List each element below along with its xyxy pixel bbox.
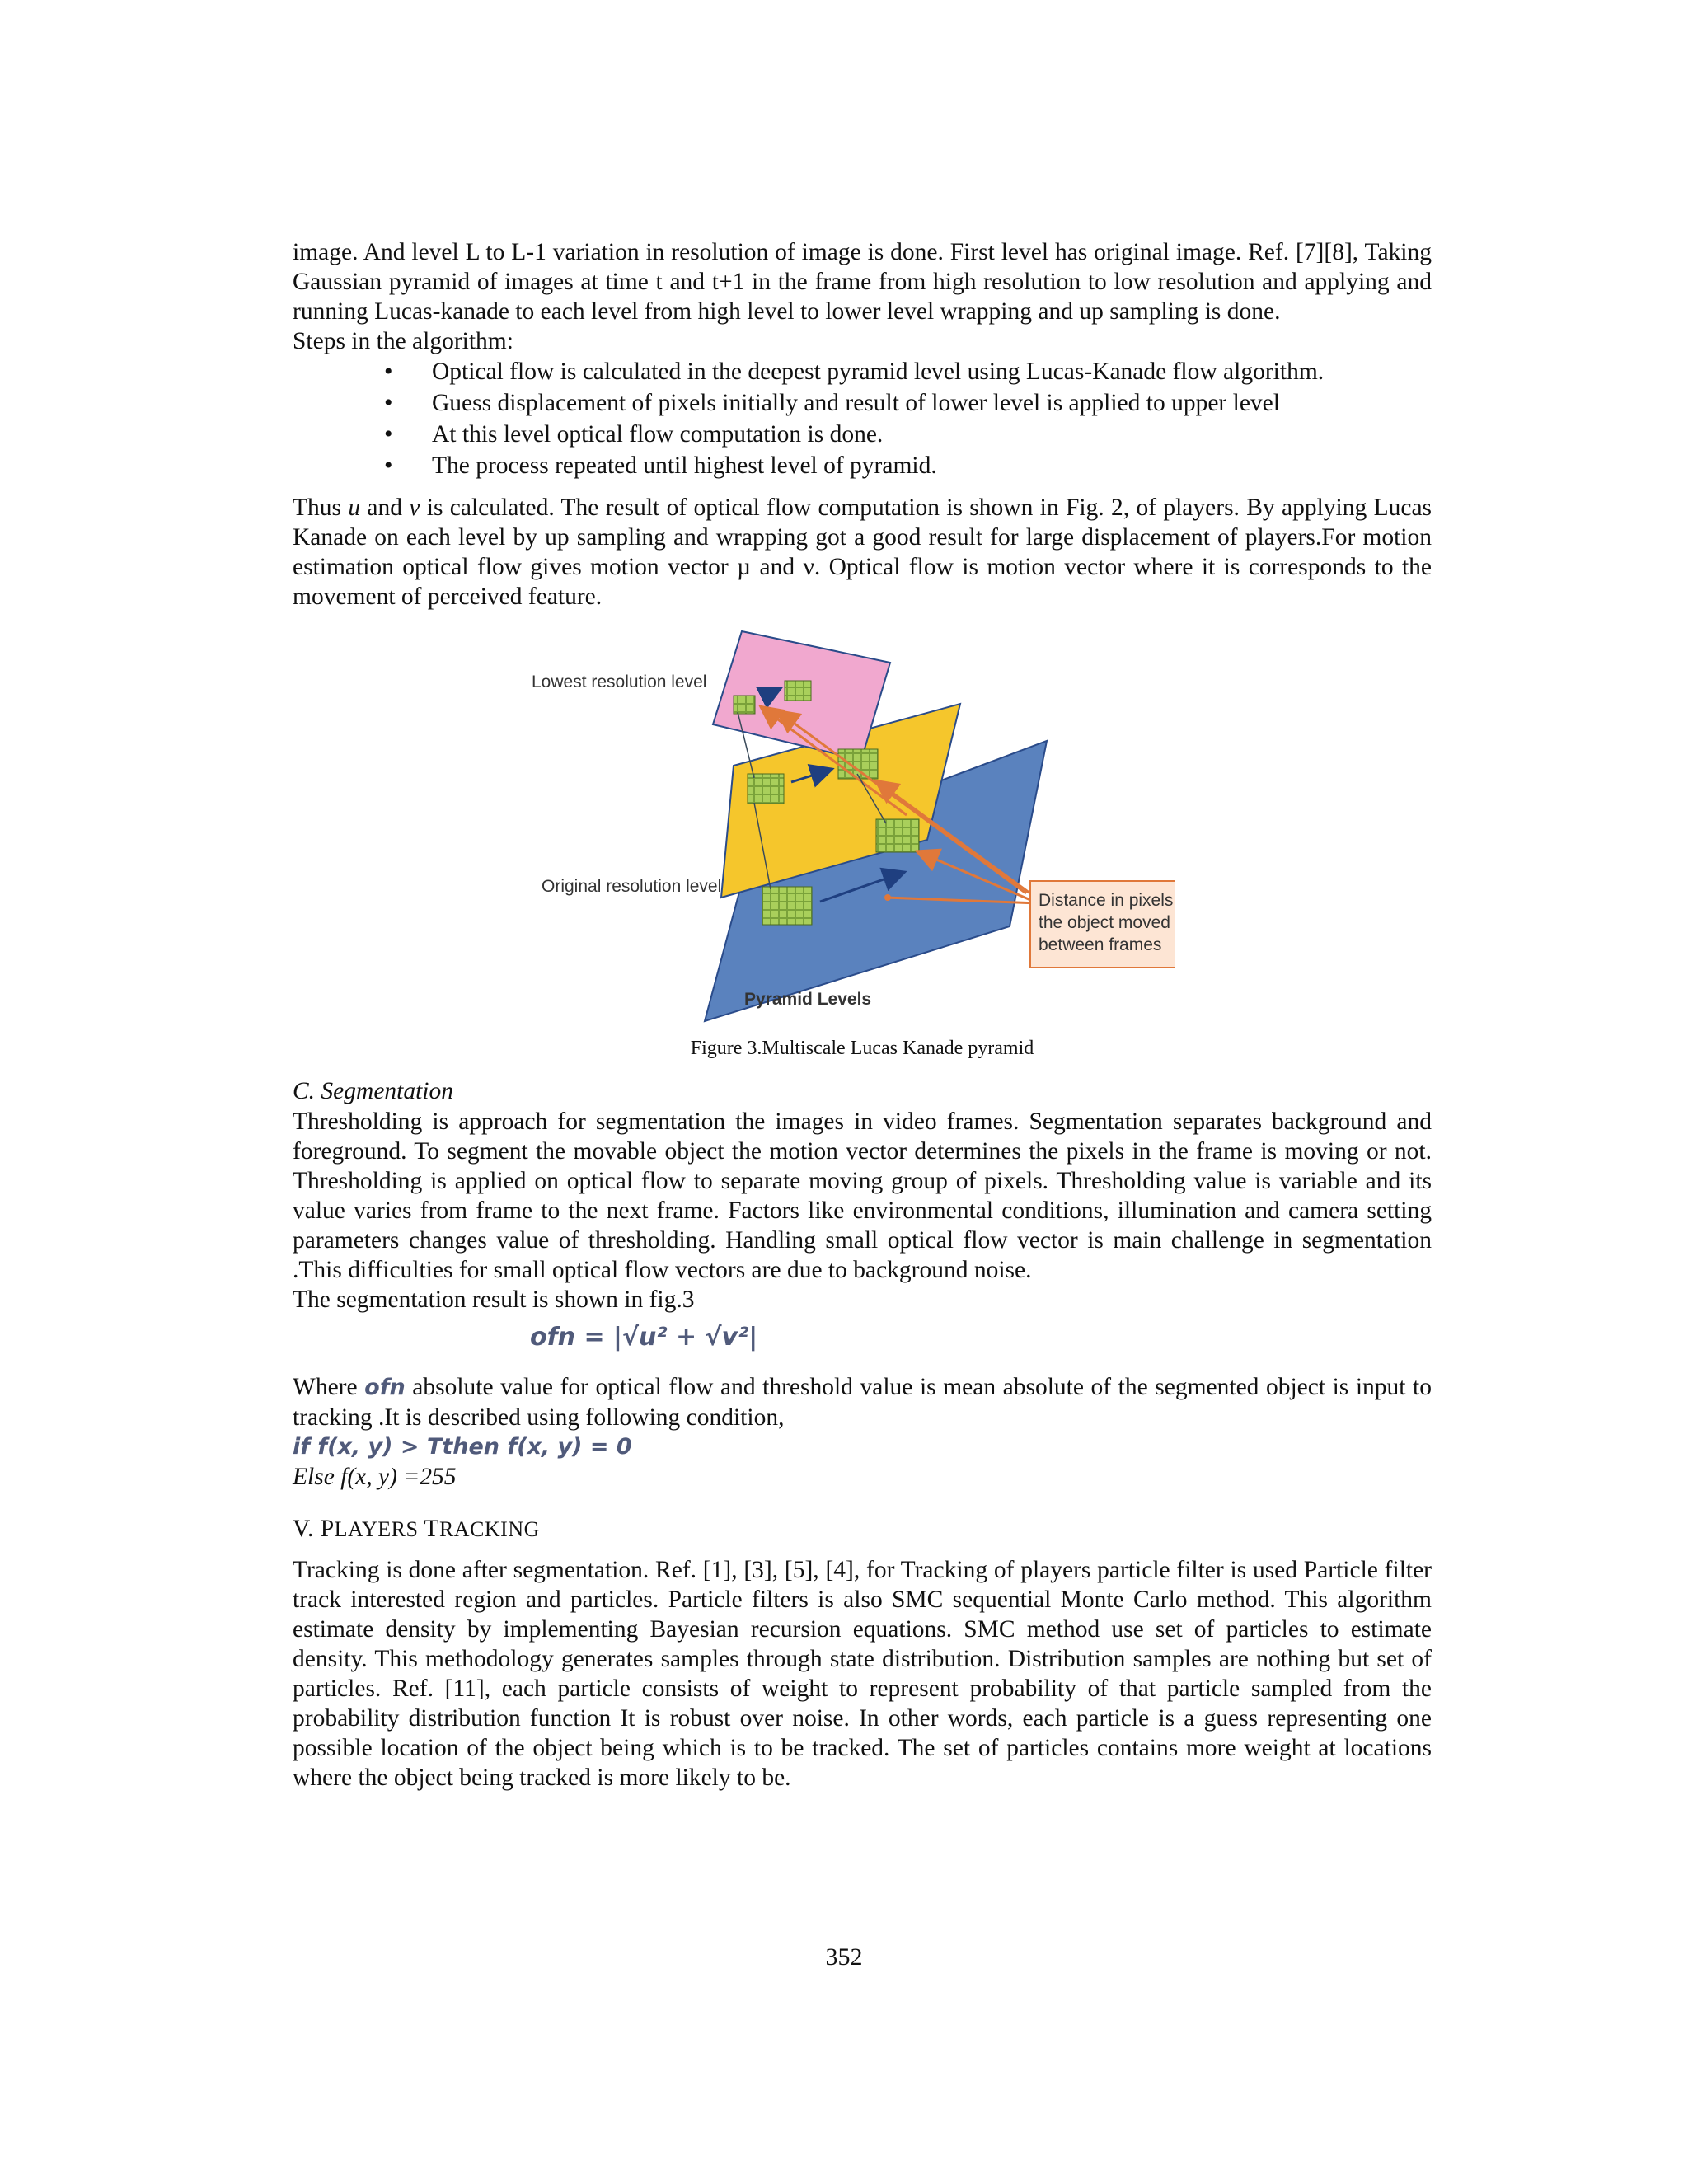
optical-flow-equation: ofn = |√u² + √v²| [530,1323,758,1352]
list-item: • Guess displacement of pixels initially and result of lower level is applied to upper level [432,387,1432,419]
figure-caption: Figure 3.Multiscale Lucas Kanade pyramid [690,1038,1034,1059]
intro-paragraph: image. And level L to L-1 variation in resolution of image is done. First level has original image. Ref. [7][8], Taking Gaussian pyramid of images at time t and t+1 in the frame from high resolution to low resolution and applying and running Lucas-kanade to each level from high level to lower level wrapping and up sampling is done. [293,239,1432,325]
else-line: Else f(x, y) =255 [293,1464,457,1490]
pyramid-levels-label: Pyramid Levels [744,990,872,1009]
optical-flow-paragraph: Thus u and v is calculated. The result of optical flow computation is shown in Fig. 2, of players. By applying Lucas Kanade on each level by up sampling and wrapping got a good result for large displacement of players.For motion estimation optical flow gives motion vector µ and ν. Optical flow is motion vector where it is corresponds to the movement of perceived feature. [293,494,1432,610]
tracking-paragraph: Tracking is done after segmentation. Ref. [1], [3], [5], [4], for Tracking of players particle filter is used Particle filter track interested region and particles. Particle filters is also SMC sequential Monte Carlo method. This algorithm estimate density by implementing Bayesian recursion equations. SMC method use set of particles to estimate density. This methodology generates samples through state distribution. Distribution samples are nothing but set of particles. Ref. [11], each particle consists of weight to represent probability of that particle sampled from the probability distribution function It is robust over noise. In other words, each particle is a guess representing one possible location of the object being which is to be tracked. The set of particles contains more weight at locations where the object being tracked is more likely to be. [293,1557,1432,1791]
pyramid-diagram [532,621,1175,1033]
lowest-level-label: Lowest resolution level [532,673,707,691]
threshold-condition: if f(x, y) > Tthen f(x, y) = 0 [293,1434,632,1460]
callout-line: the object moved [1039,913,1170,932]
page-body [293,237,1432,1793]
original-level-label: Original resolution level [542,877,722,896]
page-number: 352 [825,1943,863,1971]
callout-line: between frames [1039,935,1162,954]
callout-line: Distance in pixels [1039,891,1174,910]
steps-list [293,356,1432,481]
list-item: • At this level optical flow computation is done. [432,419,1432,450]
list-item: • The process repeated until highest level of pyramid. [432,450,1432,481]
segmentation-paragraph: Thresholding is approach for segmentation the images in video frames. Segmentation separates background and foreground. To segment the movable object the motion vector determines the pixels in the frame is moving or not. Thresholding is applied on optical flow to separate moving group of pixels. Thresholding value is variable and its value varies from frame to the next frame. Factors like environmental conditions, illumination and camera setting parameters changes value of thresholding. Handling small optical flow vector is main challenge in segmentation .This difficulties for small optical flow vectors are due to background noise. [293,1108,1432,1283]
pyramid-figure [293,612,1432,1036]
segmentation-heading: C. Segmentation [293,1078,454,1104]
where-paragraph: Where ofn absolute value for optical flow and threshold value is mean absolute of the segmented object is input to tracking .It is described using following condition, [293,1374,1432,1431]
section-heading: V. PLAYERS TRACKING [293,1516,540,1542]
segmentation-result-line: The segmentation result is shown in fig.3 [293,1286,695,1313]
list-item: • Optical flow is calculated in the deepest pyramid level using Lucas-Kanade flow algorithm. [432,356,1432,387]
steps-title: Steps in the algorithm: [293,328,513,354]
